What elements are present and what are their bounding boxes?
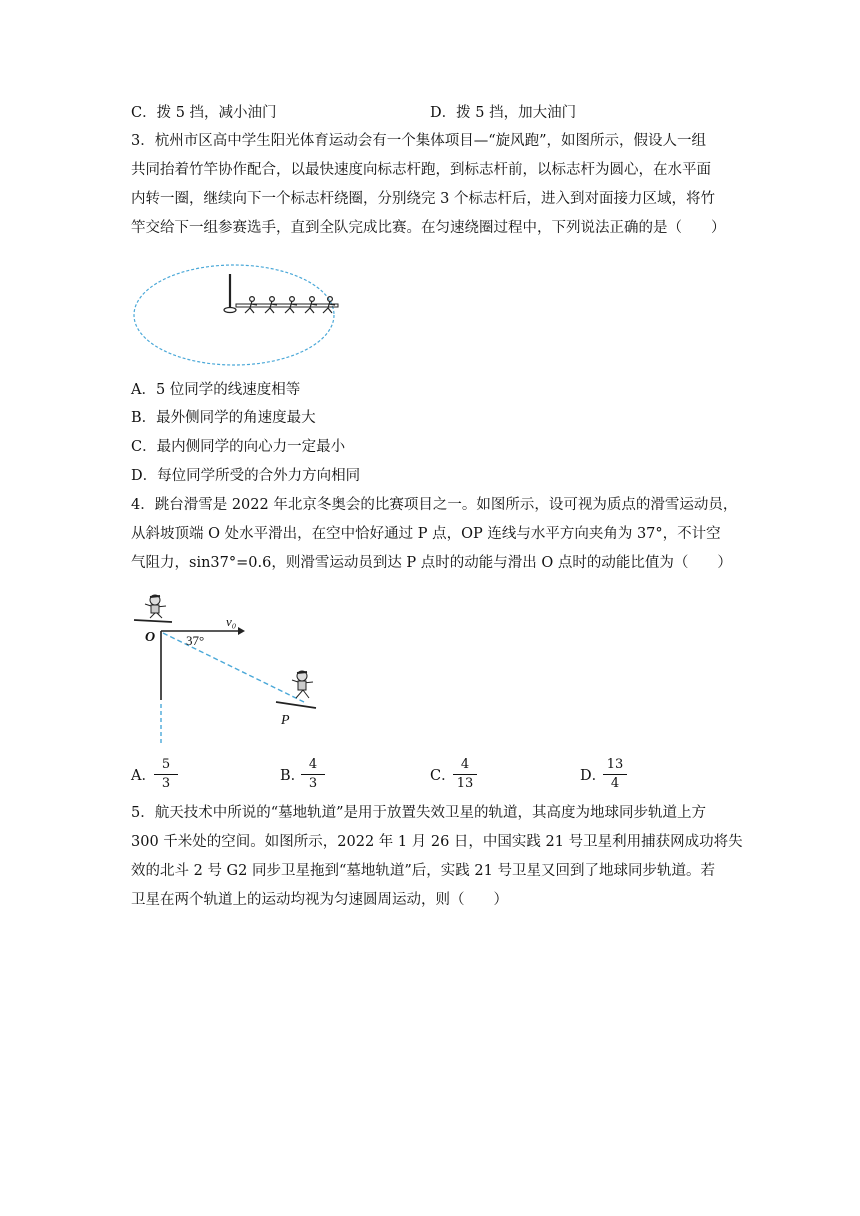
skier-p-icon	[276, 671, 316, 708]
q4-line: 4．跳台滑雪是 2022 年北京冬奥会的比赛项目之一。如图所示，设可视为质点的滑雪运动员，	[131, 497, 738, 513]
label-angle: 37°	[186, 633, 205, 648]
denominator: 4	[610, 776, 620, 791]
option-letter: B．	[280, 768, 306, 784]
option-letter: D．	[580, 768, 607, 784]
circular-path	[134, 265, 334, 365]
q5-line: 卫星在两个轨道上的运动均视为匀速圆周运动，则（ ）	[131, 892, 508, 908]
numerator: 13	[603, 757, 627, 775]
numerator: 4	[453, 757, 477, 775]
option-letter: C．	[430, 768, 456, 784]
fraction	[453, 757, 477, 792]
q3-option-b: B．最外侧同学的角速度最大	[131, 410, 316, 426]
label-v0: v₀	[226, 614, 237, 629]
denominator: 13	[456, 776, 474, 791]
q3-figure-whirlwind-run	[130, 262, 360, 372]
q4-figure-ski-jump	[128, 588, 328, 748]
denominator: 3	[308, 776, 318, 791]
q3-option-c: C．最内侧同学的向心力一定最小	[131, 439, 346, 455]
q3-line: 3．杭州市区高中学生阳光体育运动会有一个集体项目—“旋风跑”，如图所示，假设人一组	[131, 133, 707, 149]
q4-line: 气阻力，sin37°=0.6，则滑雪运动员到达 P 点时的动能与滑出 O 点时的动能比值为（ ）	[131, 555, 732, 571]
fraction	[154, 757, 178, 792]
q3-option-a: A．5 位同学的线速度相等	[131, 382, 301, 398]
q4-line: 从斜坡顶端 O 处水平滑出，在空中恰好通过 P 点，OP 连线与水平方向夹角为 37°，不计空	[131, 526, 721, 542]
denominator: 3	[161, 776, 171, 791]
fraction	[603, 757, 627, 792]
students-icon	[245, 297, 335, 313]
numerator: 5	[154, 757, 178, 775]
q5-line: 5．航天技术中所说的“墓地轨道”是用于放置失效卫星的轨道，其高度为地球同步轨道上方	[131, 805, 707, 821]
q3-line: 竿交给下一组参赛选手，直到全队完成比赛。在匀速绕圈过程中，下列说法正确的是（ ）	[131, 220, 726, 236]
q3-option-d: D．每位同学所受的合外力方向相同	[131, 468, 361, 484]
skier-o-icon	[134, 595, 172, 622]
q3-line: 共同抬着竹竿协作配合，以最快速度向标志杆跑，到标志杆前，以标志杆为圆心，在水平面	[131, 162, 711, 178]
numerator: 4	[301, 757, 325, 775]
option-letter: A．	[131, 768, 156, 784]
marker-pole-icon	[224, 274, 236, 313]
fraction	[301, 757, 325, 792]
q2-option-d: D．拨 5 挡，加大油门	[430, 105, 577, 121]
label-o: O	[145, 630, 156, 645]
q3-line: 内转一圈，继续向下一个标志杆绕圈，分别绕完 3 个标志杆后，进入到对面接力区域，将竹	[131, 191, 715, 207]
q5-line: 300 千米处的空间。如图所示，2022 年 1 月 26 日，中国实践 21 号卫星利用捕获网成功将失	[131, 834, 743, 850]
label-p: P	[281, 713, 290, 728]
q2-option-c: C．拨 5 挡，减小油门	[131, 105, 277, 121]
q5-line: 效的北斗 2 号 G2 同步卫星拖到“墓地轨道”后，实践 21 号卫星又回到了地球同步轨道。若	[131, 863, 715, 879]
